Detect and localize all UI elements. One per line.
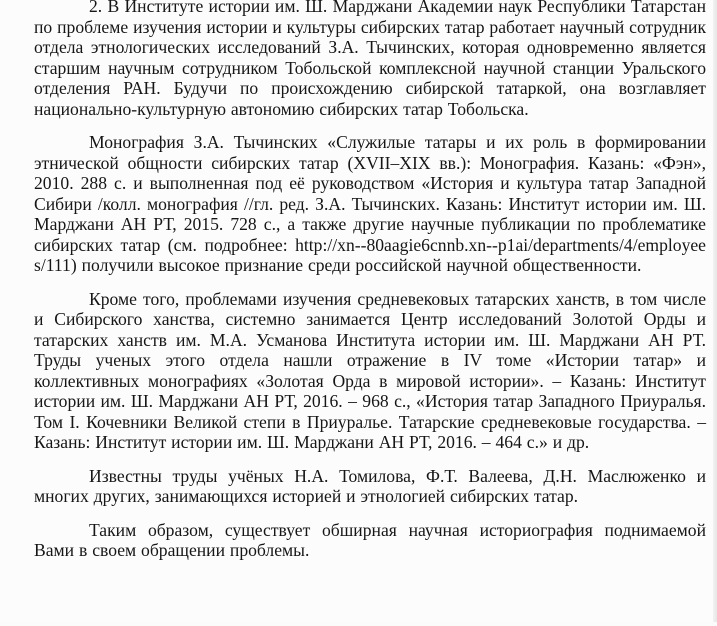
scan-edge-shadow	[713, 0, 717, 622]
paragraph-institute-history	[34, 0, 706, 119]
paragraph-golden-horde-center	[34, 289, 706, 453]
paragraph-conclusion	[34, 520, 706, 561]
paragraph-text: Таким образом, существует обширная научная историография поднимаемой Вами в своем обращении проблемы.	[34, 519, 706, 560]
paragraph-text: Известны труды учёных Н.А. Томилова, Ф.Т. Валеева, Д.Н. Маслюженко и многих других, занимающихся историей и этнологией сибирских татар.	[34, 465, 706, 506]
employee-page-url: http://xn--80aagie6cnnb.xn--p1ai/departments/4/employees/111	[34, 234, 706, 275]
paragraph-monograph	[34, 132, 706, 276]
paragraph-text: Монография З.А. Тычинских «Служилые татары и их роль в формировании этнической общности сибирских татар (XVII–XIX вв.): Монография. Казань: «Фэн», 2010. 288 с. и выполненная под её руководством «История и культура татар Западной Сибири /колл. монография //гл. ред. З.А. Тычинских. Казань: Институт истории им. Ш. Марджани АН РТ, 2015. 728 с., а также другие научные публикации по проблематике сибирских татар (см. подробнее:	[34, 132, 706, 255]
paragraph-text: ) получили высокое признание среди российской научной общественности.	[70, 255, 642, 275]
paragraph-text: 2. В Институте истории им. Ш. Марджани Академии наук Республики Татарстан по проблеме изучения истории и культуры сибирских татар работает научный сотрудник отдела этнологических исследований З.А. Тычинских, которая одновременно является старшим научным сотрудником Тобольской комплексной научной станции Уральского отделения РАН. Будучи по происхождению сибирской татаркой, она возглавляет национально-культурную автономию сибирских татар Тобольска.	[34, 0, 707, 119]
paragraph-text: Кроме того, проблемами изучения средневековых татарских ханств, в том числе и Сибирского ханства, системно занимается Центр исследований Золотой Орды и татарских ханств им. М.А. Усманова Института истории им. Ш. Марджани АН РТ. Труды ученых этого отдела нашли отражение в IV томе «Истории татар» и коллективных монографиях «Золотая Орда в мировой истории». – Казань: Институт истории им. Ш. Марджани АН РТ, 2016. – 968 с., «История татар Западного Приуралья. Том I. Кочевники Великой степи в Приуралье. Татарские средневековые государства. – Казань: Институт истории им. Ш. Марджани АН РТ, 2016. – 464 с.» и др.	[34, 288, 706, 452]
paragraph-known-works	[34, 466, 706, 507]
